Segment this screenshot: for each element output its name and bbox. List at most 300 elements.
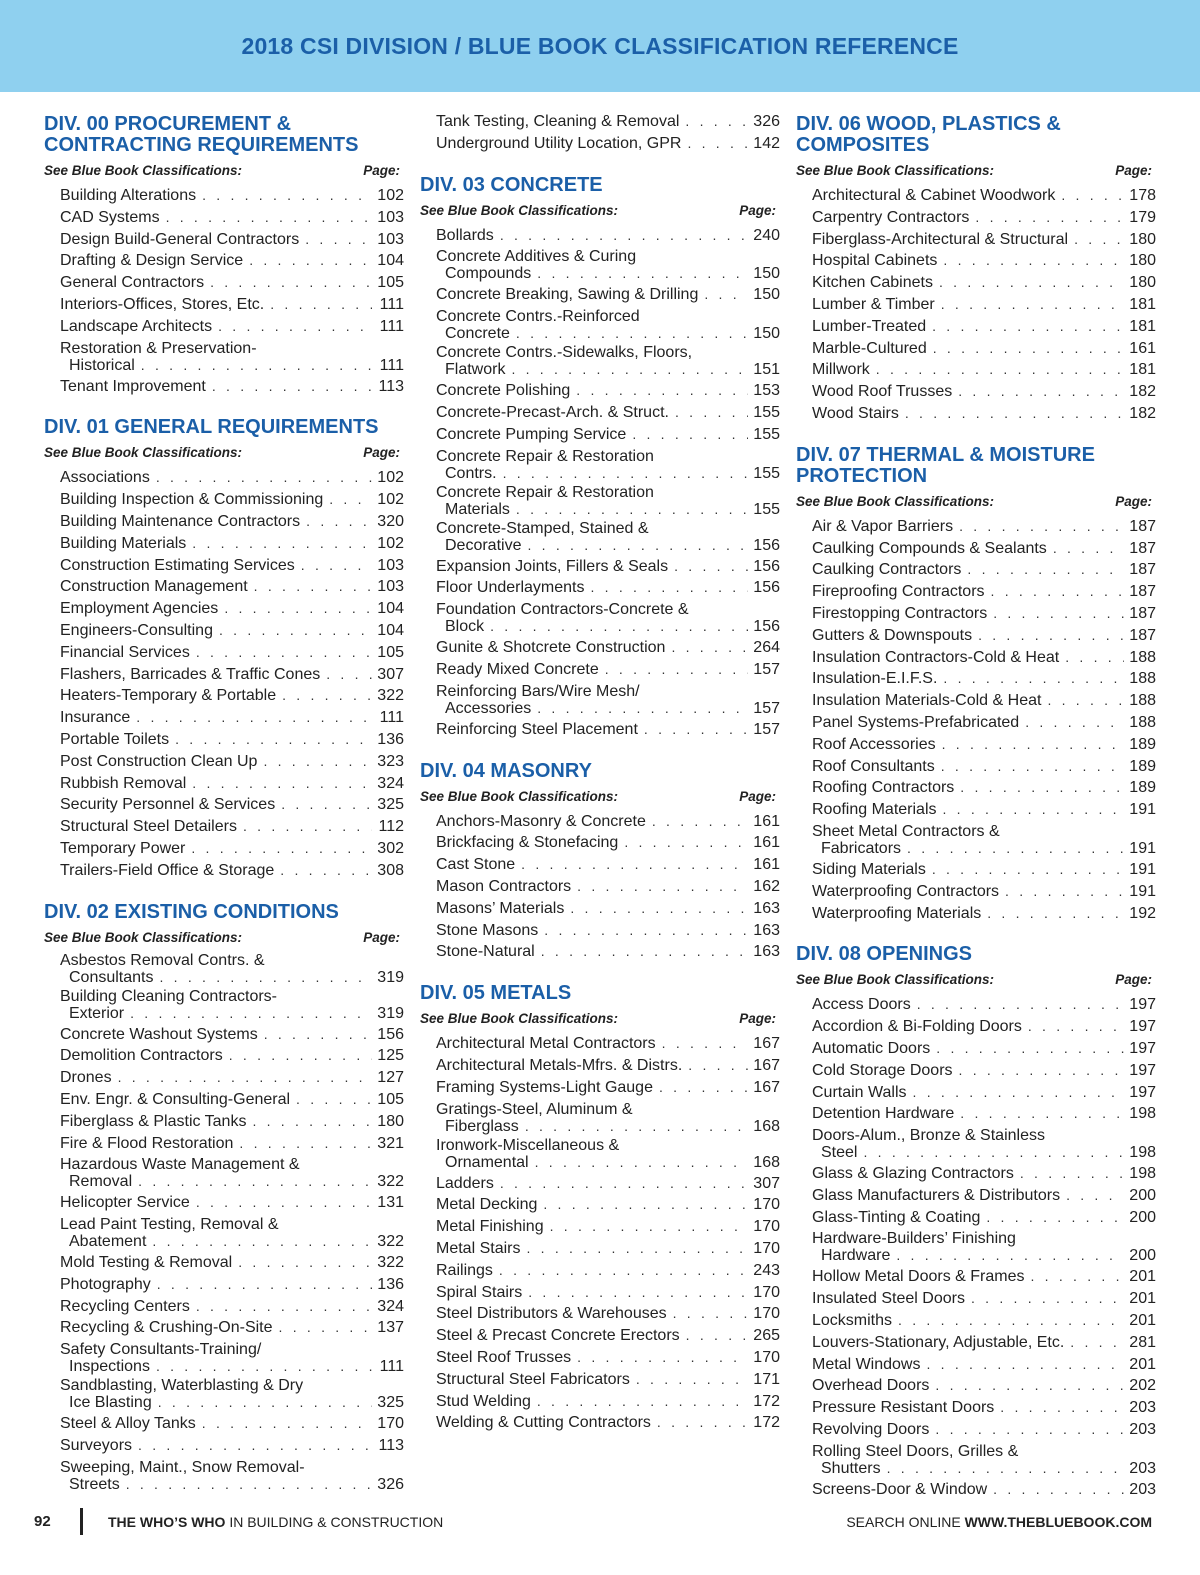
entry-line xyxy=(812,250,1156,272)
classification-entry[interactable] xyxy=(436,111,780,133)
dot-leader xyxy=(526,1238,748,1259)
dot-leader xyxy=(933,338,1124,359)
classification-name: Lead Paint Testing, Removal & xyxy=(60,1216,279,1234)
classification-entry[interactable] xyxy=(812,1354,1156,1376)
publication-name xyxy=(108,1514,443,1530)
classification-entry[interactable] xyxy=(436,1173,780,1195)
classification-entry[interactable] xyxy=(60,185,404,207)
classification-name: Engineers-Consulting xyxy=(60,621,213,639)
classification-entry[interactable] xyxy=(812,272,1156,294)
dot-leader xyxy=(1020,1163,1124,1184)
dot-leader xyxy=(675,402,748,423)
classification-name: Architectural Metals-Mfrs. & Distrs. xyxy=(436,1056,683,1074)
classification-entry[interactable] xyxy=(60,1156,404,1190)
classification-entry[interactable] xyxy=(436,225,780,247)
classification-entry[interactable] xyxy=(812,994,1156,1016)
dot-leader xyxy=(662,1033,748,1054)
classification-entry[interactable] xyxy=(812,1185,1156,1207)
classification-entry[interactable] xyxy=(812,1207,1156,1229)
dot-leader xyxy=(528,1282,748,1303)
classification-entry[interactable] xyxy=(812,1310,1156,1332)
classification-entry[interactable] xyxy=(436,1055,780,1077)
classification-entry[interactable] xyxy=(60,533,404,555)
page-reference: 172 xyxy=(753,1392,780,1410)
classification-entry[interactable] xyxy=(436,133,780,155)
classification-entry[interactable] xyxy=(812,207,1156,229)
entry-line xyxy=(60,533,404,555)
classification-entry[interactable] xyxy=(436,1238,780,1260)
classification-entry[interactable] xyxy=(60,1317,404,1339)
division-section xyxy=(796,445,1156,925)
classification-name: Kitchen Cabinets xyxy=(812,274,933,292)
classification-entry[interactable] xyxy=(812,668,1156,690)
classification-entry[interactable] xyxy=(812,823,1156,857)
dot-leader xyxy=(1000,1397,1124,1418)
classification-list xyxy=(44,185,404,397)
classification-entry[interactable] xyxy=(436,520,780,554)
classification-entry[interactable] xyxy=(812,1038,1156,1060)
column-2 xyxy=(420,111,780,1434)
entry-line xyxy=(60,751,404,773)
classification-entry[interactable] xyxy=(60,576,404,598)
dot-leader xyxy=(243,816,372,837)
classification-name: Concrete Pumping Service xyxy=(436,425,627,443)
classification-entry[interactable] xyxy=(436,448,780,482)
entry-line xyxy=(812,316,1156,338)
classification-name: Caulking Compounds & Sealants xyxy=(812,539,1047,557)
classification-header-row xyxy=(44,162,404,180)
classification-entry[interactable] xyxy=(60,250,404,272)
classification-name: Lumber & Timber xyxy=(812,295,935,313)
page-reference: 111 xyxy=(379,295,404,313)
classification-name-continued: Steel xyxy=(821,1144,858,1162)
classification-entry[interactable] xyxy=(60,794,404,816)
classification-entry[interactable] xyxy=(60,1192,404,1214)
entry-line xyxy=(436,265,780,282)
classification-entry[interactable] xyxy=(60,1377,404,1411)
classification-entry[interactable] xyxy=(60,272,404,294)
entry-line xyxy=(812,294,1156,316)
see-classifications-label: See Blue Book Classifications: xyxy=(796,163,995,178)
classification-name-continued: Ornamental xyxy=(445,1153,529,1171)
classification-name: Building Cleaning Contractors- xyxy=(60,987,277,1005)
dot-leader xyxy=(516,325,748,342)
classification-entry[interactable] xyxy=(812,799,1156,821)
page-reference: 187 xyxy=(1129,604,1156,622)
classification-entry[interactable] xyxy=(812,1016,1156,1038)
classification-entry[interactable] xyxy=(60,1341,404,1375)
dot-leader xyxy=(158,1394,372,1411)
dot-leader xyxy=(943,668,1124,689)
dot-leader xyxy=(1053,538,1124,559)
classification-entry[interactable] xyxy=(60,294,404,316)
classification-entry[interactable] xyxy=(436,1033,780,1055)
classification-entry[interactable] xyxy=(436,1260,780,1282)
entry-line xyxy=(436,402,780,424)
classification-entry[interactable] xyxy=(436,284,780,306)
classification-entry[interactable] xyxy=(60,1089,404,1111)
classification-entry[interactable] xyxy=(60,664,404,686)
page-reference: 189 xyxy=(1129,735,1156,753)
classification-name: Building Inspection & Commissioning xyxy=(60,491,324,509)
entry-line xyxy=(60,664,404,686)
classification-entry[interactable] xyxy=(812,1288,1156,1310)
dot-leader xyxy=(138,1173,372,1190)
page-reference: 102 xyxy=(377,469,404,487)
entry-line xyxy=(812,381,1156,403)
classification-entry[interactable] xyxy=(60,1067,404,1089)
classification-list xyxy=(796,994,1156,1500)
dot-leader xyxy=(960,1103,1124,1124)
classification-entry[interactable] xyxy=(60,511,404,533)
classification-name-continued: Hardware xyxy=(821,1247,891,1265)
classification-entry[interactable] xyxy=(812,294,1156,316)
page-reference: 104 xyxy=(377,621,404,639)
classification-entry[interactable] xyxy=(436,402,780,424)
page-reference: 319 xyxy=(377,968,404,986)
page-reference: 203 xyxy=(1129,1459,1156,1477)
classification-name: Restoration & Preservation- xyxy=(60,339,257,357)
page-reference: 203 xyxy=(1129,1480,1156,1498)
dot-leader xyxy=(326,664,372,685)
classification-entry[interactable] xyxy=(60,685,404,707)
dot-leader xyxy=(511,361,748,378)
classification-entry[interactable] xyxy=(436,556,780,578)
classification-entry[interactable] xyxy=(60,1045,404,1067)
page-reference: 168 xyxy=(753,1117,780,1135)
classification-entry[interactable] xyxy=(812,185,1156,207)
entry-line xyxy=(436,1216,780,1238)
classification-entry[interactable] xyxy=(436,876,780,898)
entry-line xyxy=(812,207,1156,229)
classification-entry[interactable] xyxy=(812,903,1156,925)
dot-leader xyxy=(296,1089,372,1110)
classification-entry[interactable] xyxy=(436,1101,780,1135)
classification-entry[interactable] xyxy=(60,1024,404,1046)
classification-entry[interactable] xyxy=(436,601,780,635)
classification-entry[interactable] xyxy=(60,838,404,860)
classification-entry[interactable] xyxy=(812,1397,1156,1419)
classification-entry[interactable] xyxy=(60,773,404,795)
classification-entry[interactable] xyxy=(436,683,780,717)
classification-entry[interactable] xyxy=(812,1332,1156,1354)
classification-entry[interactable] xyxy=(60,1435,404,1457)
classification-entry[interactable] xyxy=(812,1266,1156,1288)
classification-name: Ready Mixed Concrete xyxy=(436,660,599,678)
classification-name-continued: Concrete xyxy=(445,325,510,343)
classification-name: Insulation Contractors-Cold & Heat xyxy=(812,648,1060,666)
classification-list xyxy=(796,185,1156,425)
classification-entry[interactable] xyxy=(60,467,404,489)
dot-leader xyxy=(960,777,1124,798)
dot-leader xyxy=(130,1005,372,1022)
dot-leader xyxy=(525,1118,748,1135)
classification-entry[interactable] xyxy=(60,555,404,577)
dot-leader xyxy=(978,625,1124,646)
classification-entry[interactable] xyxy=(436,854,780,876)
dot-leader xyxy=(306,511,372,532)
classification-entry[interactable] xyxy=(60,1216,404,1250)
classification-name: Masons’ Materials xyxy=(436,899,565,917)
dot-leader xyxy=(941,756,1124,777)
classification-name: Architectural & Cabinet Woodwork xyxy=(812,187,1056,204)
dot-leader xyxy=(688,1055,748,1076)
classification-entry[interactable] xyxy=(436,1137,780,1171)
classification-entry[interactable] xyxy=(812,647,1156,669)
classification-entry[interactable] xyxy=(436,380,780,402)
classification-entry[interactable] xyxy=(812,1419,1156,1441)
entry-line xyxy=(436,637,780,659)
classification-entry[interactable] xyxy=(436,1369,780,1391)
classification-entry[interactable] xyxy=(812,403,1156,425)
classification-entry[interactable] xyxy=(812,756,1156,778)
classification-entry[interactable] xyxy=(436,308,780,342)
classification-entry[interactable] xyxy=(60,1274,404,1296)
page-reference: 325 xyxy=(377,1394,404,1412)
classification-entry[interactable] xyxy=(812,538,1156,560)
dot-leader xyxy=(196,1296,372,1317)
classification-name: Concrete-Stamped, Stained & xyxy=(436,519,649,537)
classification-entry[interactable] xyxy=(812,381,1156,403)
page-reference: 170 xyxy=(753,1305,780,1323)
classification-entry[interactable] xyxy=(812,1375,1156,1397)
classification-entry[interactable] xyxy=(436,637,780,659)
page-reference: 105 xyxy=(377,643,404,661)
dot-leader xyxy=(926,1354,1124,1375)
classification-entry[interactable] xyxy=(812,1479,1156,1501)
page-reference: 178 xyxy=(1129,187,1156,204)
classification-name-continued: Ice Blasting xyxy=(69,1394,152,1412)
classification-entry[interactable] xyxy=(812,338,1156,360)
page-reference: 151 xyxy=(753,361,780,379)
website-link[interactable]: WWW.THEBLUEBOOK.COM xyxy=(964,1514,1152,1530)
classification-name: General Contractors xyxy=(60,274,205,292)
classification-name: Structural Steel Detailers xyxy=(60,818,237,836)
dot-leader xyxy=(279,1317,372,1338)
classification-name: Doors-Alum., Bronze & Stainless xyxy=(812,1127,1045,1145)
classification-entry[interactable] xyxy=(436,248,780,282)
classification-entry[interactable] xyxy=(60,1252,404,1274)
classification-list xyxy=(796,516,1156,925)
classification-entry[interactable] xyxy=(436,659,780,681)
classification-entry[interactable] xyxy=(60,988,404,1022)
entry-line xyxy=(812,185,1156,207)
classification-entry[interactable] xyxy=(436,1282,780,1304)
entry-line xyxy=(436,700,780,717)
classification-entry[interactable] xyxy=(812,581,1156,603)
page-reference: 265 xyxy=(753,1327,780,1345)
classification-entry[interactable] xyxy=(812,1230,1156,1264)
classification-entry[interactable] xyxy=(812,359,1156,381)
classification-entry[interactable] xyxy=(60,1459,404,1493)
dot-leader xyxy=(605,659,748,680)
entry-line xyxy=(436,876,780,898)
classification-name: Surveyors xyxy=(60,1437,133,1455)
classification-entry[interactable] xyxy=(60,1296,404,1318)
entry-line xyxy=(60,1111,404,1133)
classification-entry[interactable] xyxy=(60,952,404,986)
classification-entry[interactable] xyxy=(812,316,1156,338)
entry-line xyxy=(60,229,404,251)
dot-leader xyxy=(932,316,1124,337)
classification-entry[interactable] xyxy=(812,690,1156,712)
classification-entry[interactable] xyxy=(812,1103,1156,1125)
column-3 xyxy=(796,112,1156,1501)
entry-line xyxy=(812,229,1156,251)
classification-entry[interactable] xyxy=(812,603,1156,625)
classification-name: Reinforcing Steel Placement xyxy=(436,720,638,738)
dot-leader xyxy=(202,185,372,206)
classification-name: Welding & Cutting Contractors xyxy=(436,1414,651,1432)
classification-name: Trailers-Field Office & Storage xyxy=(60,861,275,879)
classification-entry[interactable] xyxy=(812,1127,1156,1161)
classification-entry[interactable] xyxy=(436,1325,780,1347)
dot-leader xyxy=(136,707,372,728)
classification-entry[interactable] xyxy=(60,1133,404,1155)
entry-line xyxy=(60,838,404,860)
classification-entry[interactable] xyxy=(812,881,1156,903)
classification-entry[interactable] xyxy=(812,250,1156,272)
classification-entry[interactable] xyxy=(436,484,780,518)
page-reference: 187 xyxy=(1129,517,1156,535)
division-heading: DIV. 08 OPENINGS xyxy=(796,943,972,966)
page-reference: 197 xyxy=(1129,996,1156,1014)
entry-line xyxy=(60,250,404,272)
classification-entry[interactable] xyxy=(812,712,1156,734)
classification-entry[interactable] xyxy=(436,1391,780,1413)
dot-leader xyxy=(943,799,1125,820)
classification-name: Reinforcing Bars/Wire Mesh/ xyxy=(436,682,640,700)
page-reference: 170 xyxy=(753,1283,780,1301)
classification-entry[interactable] xyxy=(60,1413,404,1435)
classification-entry[interactable] xyxy=(812,559,1156,581)
page-reference: 102 xyxy=(377,491,404,509)
classification-entry[interactable] xyxy=(60,620,404,642)
classification-entry[interactable] xyxy=(60,1111,404,1133)
dot-leader xyxy=(704,284,748,305)
page-reference: 322 xyxy=(377,1254,404,1272)
classification-name: Concrete Repair & Restoration xyxy=(436,483,654,501)
page-reference: 181 xyxy=(1129,361,1156,379)
dot-leader xyxy=(941,294,1124,315)
page-reference: 201 xyxy=(1129,1268,1156,1286)
dot-leader xyxy=(876,359,1124,380)
classification-entry[interactable] xyxy=(436,898,780,920)
entry-line xyxy=(60,467,404,489)
page-reference: 182 xyxy=(1129,404,1156,422)
classification-name: CAD Systems xyxy=(60,208,160,226)
classification-entry[interactable] xyxy=(436,1347,780,1369)
entry-line xyxy=(60,816,404,838)
page-footer xyxy=(0,1508,1200,1538)
page-reference: 156 xyxy=(753,618,780,636)
dot-leader xyxy=(917,994,1124,1015)
classification-name: Demolition Contractors xyxy=(60,1047,223,1065)
classification-name: Tenant Improvement xyxy=(60,377,206,395)
entry-line xyxy=(436,556,780,578)
classification-entry[interactable] xyxy=(60,229,404,251)
page-reference: 168 xyxy=(753,1153,780,1171)
classification-entry[interactable] xyxy=(60,340,404,374)
classification-entry[interactable] xyxy=(60,207,404,229)
entry-line xyxy=(60,1005,404,1022)
classification-name: Access Doors xyxy=(812,996,911,1014)
classification-name: Hospital Cabinets xyxy=(812,252,938,270)
classification-entry[interactable] xyxy=(436,1412,780,1434)
division-heading: DIV. 05 METALS xyxy=(420,982,572,1005)
classification-entry[interactable] xyxy=(436,832,780,854)
classification-entry[interactable] xyxy=(436,941,780,963)
classification-entry[interactable] xyxy=(812,859,1156,881)
classification-entry[interactable] xyxy=(812,516,1156,538)
classification-entry[interactable] xyxy=(812,1060,1156,1082)
classification-entry[interactable] xyxy=(60,860,404,882)
classification-entry[interactable] xyxy=(60,816,404,838)
classification-entry[interactable] xyxy=(812,1163,1156,1185)
classification-entry[interactable] xyxy=(436,577,780,599)
division-section xyxy=(796,114,1156,425)
classification-entry[interactable] xyxy=(436,344,780,378)
classification-entry[interactable] xyxy=(812,777,1156,799)
classification-entry[interactable] xyxy=(60,489,404,511)
classification-entry[interactable] xyxy=(436,719,780,741)
dot-leader xyxy=(281,794,372,815)
dot-leader xyxy=(202,1413,372,1434)
classification-entry[interactable] xyxy=(436,811,780,833)
classification-name: Stud Welding xyxy=(436,1392,531,1410)
classification-name-continued: Removal xyxy=(69,1173,133,1191)
classification-entry[interactable] xyxy=(436,1077,780,1099)
classification-entry[interactable] xyxy=(436,920,780,942)
classification-name-continued: Block xyxy=(445,618,485,636)
division-section xyxy=(420,761,780,964)
classification-entry[interactable] xyxy=(60,598,404,620)
classification-name: Steel & Precast Concrete Erectors xyxy=(436,1327,680,1345)
classification-entry[interactable] xyxy=(812,1443,1156,1477)
classification-name: Construction Estimating Services xyxy=(60,556,295,574)
entry-line xyxy=(60,1024,404,1046)
dot-leader xyxy=(591,577,749,598)
classification-name-continued: Consultants xyxy=(69,968,154,986)
classification-name-continued: Compounds xyxy=(445,265,532,283)
classification-name: Financial Services xyxy=(60,643,190,661)
classification-name: Steel Roof Trusses xyxy=(436,1348,572,1366)
dot-leader xyxy=(1005,881,1124,902)
classification-entry[interactable] xyxy=(812,734,1156,756)
classification-entry[interactable] xyxy=(60,751,404,773)
classification-entry[interactable] xyxy=(60,707,404,729)
classification-entry[interactable] xyxy=(436,424,780,446)
classification-entry[interactable] xyxy=(812,229,1156,251)
page-reference: 264 xyxy=(753,639,780,657)
classification-entry[interactable] xyxy=(60,642,404,664)
classification-entry[interactable] xyxy=(436,1216,780,1238)
entry-line xyxy=(436,1391,780,1413)
classification-entry[interactable] xyxy=(436,1303,780,1325)
classification-entry[interactable] xyxy=(812,625,1156,647)
classification-entry[interactable] xyxy=(60,376,404,398)
classification-entry[interactable] xyxy=(60,316,404,338)
classification-list xyxy=(420,225,780,741)
classification-name: Insulated Steel Doors xyxy=(812,1290,965,1308)
classification-entry[interactable] xyxy=(60,729,404,751)
see-classifications-label: See Blue Book Classifications: xyxy=(44,163,243,178)
entry-line xyxy=(812,359,1156,381)
entry-line xyxy=(436,659,780,681)
entry-line xyxy=(812,581,1156,603)
classification-entry[interactable] xyxy=(812,1082,1156,1104)
classification-entry[interactable] xyxy=(436,1194,780,1216)
